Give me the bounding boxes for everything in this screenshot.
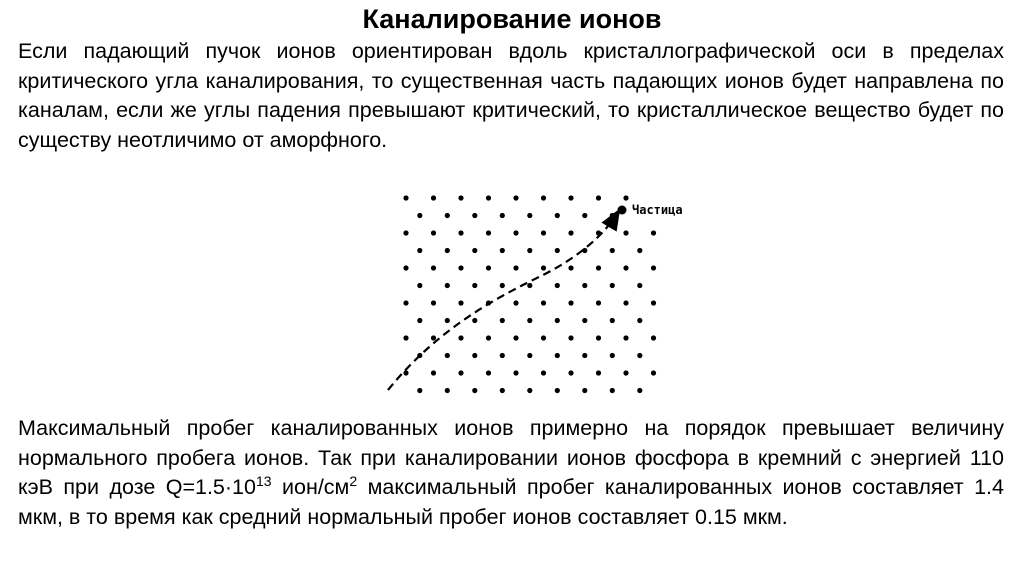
lattice-atom bbox=[555, 283, 560, 288]
lattice-atom bbox=[417, 318, 422, 323]
lattice-atom bbox=[568, 370, 573, 375]
lattice-atom bbox=[541, 195, 546, 200]
lattice-atom bbox=[486, 370, 491, 375]
lattice-atom bbox=[637, 318, 642, 323]
lattice-atom bbox=[610, 318, 615, 323]
lattice-atom bbox=[472, 283, 477, 288]
lattice-atom bbox=[445, 388, 450, 393]
lattice-atom bbox=[486, 265, 491, 270]
lattice-atom bbox=[582, 388, 587, 393]
lattice-atom bbox=[403, 335, 408, 340]
lattice-atom bbox=[623, 265, 628, 270]
lattice-atom bbox=[458, 335, 463, 340]
lattice-atom bbox=[513, 335, 518, 340]
lattice-atom bbox=[513, 265, 518, 270]
lattice-atom bbox=[623, 195, 628, 200]
lattice-atom bbox=[500, 353, 505, 358]
lattice-atom bbox=[472, 318, 477, 323]
lattice-atom bbox=[417, 213, 422, 218]
lattice-atom bbox=[513, 195, 518, 200]
lattice-atom bbox=[500, 318, 505, 323]
lattice-atom bbox=[431, 230, 436, 235]
lattice-atom bbox=[555, 318, 560, 323]
lattice-atom bbox=[417, 283, 422, 288]
range-text-part1: Максимальный пробег каналированных ионов примерно на порядок превышает величину нормального пробега ионов. Так при каналировании ионов фосфора в кремний с энергией 110 кэВ при дозе Q=1.5·10 bbox=[18, 416, 1004, 499]
lattice-atom bbox=[596, 335, 601, 340]
lattice-atom bbox=[541, 300, 546, 305]
lattice-atom bbox=[500, 213, 505, 218]
lattice-atom bbox=[623, 230, 628, 235]
lattice-atom bbox=[500, 388, 505, 393]
lattice-atom bbox=[582, 318, 587, 323]
lattice-atom bbox=[417, 248, 422, 253]
lattice-atom bbox=[568, 265, 573, 270]
lattice-atom bbox=[623, 300, 628, 305]
lattice-atom bbox=[445, 318, 450, 323]
lattice-atom bbox=[582, 213, 587, 218]
lattice-atom bbox=[513, 300, 518, 305]
particle-dot bbox=[618, 206, 627, 215]
lattice-atom bbox=[610, 248, 615, 253]
lattice-atom bbox=[582, 353, 587, 358]
lattice-atom bbox=[637, 248, 642, 253]
lattice-atom bbox=[458, 370, 463, 375]
lattice-atom bbox=[651, 230, 656, 235]
particle-trajectory bbox=[388, 212, 618, 390]
dose-exponent: 13 bbox=[255, 472, 272, 489]
lattice-atom bbox=[541, 370, 546, 375]
lattice-atom bbox=[651, 300, 656, 305]
lattice-atom bbox=[651, 265, 656, 270]
lattice-atom bbox=[610, 283, 615, 288]
lattice-atom bbox=[431, 195, 436, 200]
lattice-atom bbox=[582, 283, 587, 288]
lattice-atom bbox=[513, 230, 518, 235]
lattice-atom bbox=[555, 353, 560, 358]
lattice-atom bbox=[403, 195, 408, 200]
lattice-atom bbox=[596, 265, 601, 270]
lattice-atom bbox=[472, 353, 477, 358]
lattice-atom bbox=[472, 248, 477, 253]
lattice-atom bbox=[651, 335, 656, 340]
lattice-atom bbox=[458, 230, 463, 235]
paragraph-channeling-definition: Если падающий пучок ионов ориентирован вдоль кристаллографической оси в пределах критического угла каналирования, то существенная часть падающих ионов будет направлена по каналам, если же углы падения превышают критический, то кристаллическое вещество будет по существу неотличимо от аморфного. bbox=[18, 39, 1004, 152]
lattice-atom bbox=[527, 248, 532, 253]
lattice-atom bbox=[445, 213, 450, 218]
lattice-atom bbox=[623, 370, 628, 375]
lattice-atom bbox=[637, 353, 642, 358]
lattice-atom bbox=[431, 300, 436, 305]
lattice-atom bbox=[596, 370, 601, 375]
paragraph-channeling-range bbox=[18, 414, 1004, 532]
lattice-atom bbox=[637, 283, 642, 288]
lattice-atom bbox=[486, 230, 491, 235]
lattice-atom bbox=[486, 195, 491, 200]
lattice-atom bbox=[472, 388, 477, 393]
lattice-atom bbox=[596, 195, 601, 200]
lattice-atom bbox=[431, 335, 436, 340]
lattice-atom bbox=[527, 213, 532, 218]
lattice-atom bbox=[403, 370, 408, 375]
lattice-atom bbox=[555, 388, 560, 393]
lattice-atom bbox=[445, 353, 450, 358]
lattice-atom bbox=[403, 265, 408, 270]
range-text-part3: максимальный пробег каналированных ионов составляет 1.4 мкм, в то время как средний нормальный пробег ионов составляет 0.15 мкм. bbox=[18, 475, 1004, 529]
lattice-atom bbox=[623, 335, 628, 340]
lattice-atom bbox=[458, 300, 463, 305]
unit-exponent: 2 bbox=[349, 472, 358, 489]
lattice-atom bbox=[541, 335, 546, 340]
lattice-atom bbox=[555, 213, 560, 218]
lattice-atom bbox=[568, 230, 573, 235]
lattice-atom bbox=[527, 388, 532, 393]
lattice-atom bbox=[403, 230, 408, 235]
lattice-atom bbox=[568, 300, 573, 305]
lattice-atom bbox=[500, 248, 505, 253]
lattice-atom bbox=[568, 195, 573, 200]
lattice-atom bbox=[541, 265, 546, 270]
range-text-part2: ион/см bbox=[271, 475, 350, 499]
lattice-atom bbox=[596, 300, 601, 305]
lattice-atom bbox=[458, 195, 463, 200]
lattice-atom bbox=[445, 248, 450, 253]
particle-label: Частица bbox=[632, 203, 683, 217]
lattice-atom bbox=[431, 265, 436, 270]
crystal-lattice-diagram bbox=[370, 186, 710, 402]
lattice-atom bbox=[403, 300, 408, 305]
lattice-atom bbox=[651, 370, 656, 375]
lattice-atom bbox=[513, 370, 518, 375]
lattice-atom bbox=[610, 353, 615, 358]
lattice-atom bbox=[527, 318, 532, 323]
lattice-atom bbox=[527, 353, 532, 358]
slide-title: Каналирование ионов bbox=[362, 4, 662, 34]
lattice-atom bbox=[610, 388, 615, 393]
lattice-atom bbox=[458, 265, 463, 270]
lattice-atom bbox=[486, 335, 491, 340]
lattice-atom bbox=[568, 335, 573, 340]
lattice-atom bbox=[527, 283, 532, 288]
lattice-atom bbox=[417, 388, 422, 393]
lattice-atom bbox=[541, 230, 546, 235]
lattice-atoms bbox=[403, 195, 656, 393]
lattice-atom bbox=[555, 248, 560, 253]
lattice-atom bbox=[431, 370, 436, 375]
lattice-atom bbox=[637, 388, 642, 393]
lattice-atom bbox=[500, 283, 505, 288]
lattice-atom bbox=[472, 213, 477, 218]
lattice-atom bbox=[445, 283, 450, 288]
